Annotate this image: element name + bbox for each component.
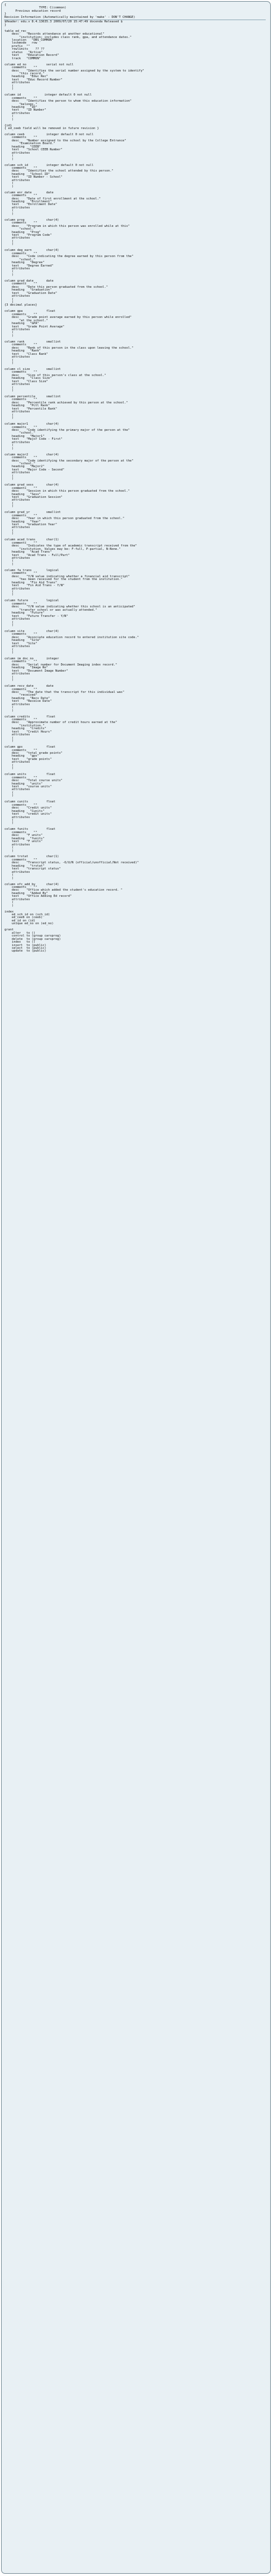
schema-line: desc "Transcript status, -O/U/N (official/unofficial/Not received)" xyxy=(4,861,139,865)
schema-line: desc "The date that the transcript for this individual was" xyxy=(4,690,125,694)
schema-line: ) xyxy=(4,904,14,907)
schema-line: text "Future Transfer - Y/N" xyxy=(4,614,68,618)
schema-line: heading "Major1" xyxy=(4,434,45,438)
schema-line: heading "Credits" xyxy=(4,727,46,731)
schema-line: ) xyxy=(4,157,14,161)
schema-line: comments "" xyxy=(4,633,37,636)
schema-line: insert to (public) xyxy=(4,943,46,947)
schema-line: ) xyxy=(4,334,14,338)
schema-line: column credits float xyxy=(4,715,55,719)
schema-line: text "Receive Date" xyxy=(4,700,52,704)
schema-line: unique ed_no on (ed_no) xyxy=(4,922,54,926)
schema-line: attributes xyxy=(4,788,30,792)
schema-line: ( xyxy=(4,620,14,624)
schema-line: heading "trstat" xyxy=(4,864,45,868)
schema-line: location "DBS_COMMON" xyxy=(4,38,54,42)
schema-line: "received" xyxy=(4,693,37,697)
schema-line: desc "Size of this person's class at the school." xyxy=(4,373,106,377)
schema-line: attributes xyxy=(4,587,30,591)
schema-line: desc "Code indicating the degree earned by this person from the" xyxy=(4,255,134,259)
schema-line: heading "Graduation" xyxy=(4,288,52,292)
schema-line: comments "" xyxy=(4,572,37,576)
schema-line: comments "" xyxy=(4,858,37,862)
schema-line: attributes xyxy=(4,178,30,182)
schema-line: update to (public) xyxy=(4,949,46,953)
schema-line: ( xyxy=(4,648,14,652)
schema-line: column site char(4) xyxy=(4,629,59,633)
schema-line: attributes xyxy=(4,111,30,115)
schema-line: text "grade points" xyxy=(4,757,52,761)
schema-line: comments "" xyxy=(4,398,37,402)
schema-line: column grad_sess char(4) xyxy=(4,483,59,487)
schema-line: lockmode row xyxy=(4,41,37,45)
schema-line: text "Class Size" xyxy=(4,379,48,383)
schema-line: desc "Records attendance at another educational" xyxy=(4,32,105,36)
schema-line: heading "units" xyxy=(4,782,43,786)
schema-line: heading "Degree" xyxy=(4,261,45,265)
schema-line: column fa_trans logical xyxy=(4,568,59,572)
schema-line: attributes xyxy=(4,815,30,819)
schema-line: ed_ceeb on (ceeb) xyxy=(4,916,43,920)
schema-line: text "Education Record" xyxy=(4,54,59,58)
schema-line: alter to () xyxy=(4,931,36,935)
schema-line: ( xyxy=(4,501,14,505)
schema-line: desc "Rank of this person in the class upon leaving the school." xyxy=(4,346,134,350)
schema-line: ) xyxy=(4,794,14,798)
schema-line: "Examination Board." xyxy=(4,142,55,146)
schema-line: index to () xyxy=(4,940,36,944)
schema-line: desc "Associate education record to entered institution site code." xyxy=(4,635,139,639)
schema-line: ( xyxy=(4,675,14,679)
schema-line: attributes xyxy=(4,843,30,847)
schema-line: desc "Grade point average earned by this person while enrolled" xyxy=(4,316,132,320)
schema-line: comments "" xyxy=(4,803,37,807)
schema-line: attributes xyxy=(4,383,30,387)
schema-line: ( xyxy=(4,115,14,118)
schema-line: Previous education record xyxy=(4,9,61,13)
schema-line: text "Degree Earned" xyxy=(4,264,54,268)
schema-line: column ofc_add_by char(4) xyxy=(4,882,59,886)
schema-line: ) xyxy=(4,87,14,91)
schema-line: "transfer school or was actually attended." xyxy=(4,608,97,612)
schema-line: text "ID Number - School" xyxy=(4,175,63,179)
schema-line: attributes xyxy=(4,617,30,621)
schema-line: column prog char(4) xyxy=(4,218,59,222)
schema-line: attributes xyxy=(4,761,30,764)
schema-line: attributes xyxy=(4,498,30,502)
schema-line: "school." xyxy=(4,462,36,465)
schema-line: desc "Y/N value indicating whether a financial aid transcript" xyxy=(4,574,130,578)
schema-line: comments "" xyxy=(4,830,37,834)
schema-line: ) xyxy=(4,821,14,825)
schema-line: heading "Pctl Rank" xyxy=(4,404,50,408)
schema-line: column gpa float xyxy=(4,310,55,313)
schema-line: heading "Prog" xyxy=(4,230,41,234)
schema-line: ) xyxy=(4,849,14,853)
schema-line: heading "Acad Trans" xyxy=(4,550,52,554)
schema-line: ) xyxy=(4,243,14,246)
schema-line: ) xyxy=(4,362,14,365)
schema-line: column units float xyxy=(4,773,55,777)
schema-line: comments "" xyxy=(4,660,37,664)
schema-line: heading "Rank" xyxy=(4,349,41,353)
schema-line: comments "" xyxy=(4,541,37,545)
schema-line: column acad_trans char(1) xyxy=(4,538,59,542)
schema-line: heading "Educ Rec" xyxy=(4,75,48,79)
schema-line: delete to (group carsprog) xyxy=(4,937,61,941)
schema-line: comments "" xyxy=(4,96,37,100)
schema-line: ( xyxy=(4,84,14,88)
schema-line: heading "ID" xyxy=(4,105,37,109)
schema-line: "institution; includes class rank, gpa, and attendance dates." xyxy=(4,35,132,39)
schema-line: ) xyxy=(4,678,14,682)
schema-line: desc "Office which added the student's education record. " xyxy=(4,888,123,892)
schema-line: attributes xyxy=(4,557,30,560)
schema-line: ) xyxy=(4,212,14,216)
schema-line: } xyxy=(4,23,7,27)
schema-line: {id} xyxy=(4,123,12,127)
schema-line: text "Fin Aid Trans - Y/N" xyxy=(4,584,65,588)
schema-line: text "Credit Hours" xyxy=(4,730,52,734)
schema-line: control to (group carsprog) xyxy=(4,934,61,938)
schema-line: desc "Identifies the serial number assigned by the system to identify" xyxy=(4,69,144,73)
schema-line: $Header: edu.v 8.4.13635.3 2009/07/20 15:47:49 docenda Released $ xyxy=(4,20,123,24)
schema-line: comments "" xyxy=(4,885,37,889)
schema-line: column recv_date date xyxy=(4,685,54,688)
schema-line: column im_doc_no integer xyxy=(4,657,59,660)
schema-line: heading "CEEB" xyxy=(4,145,41,149)
schema-line: comments "" xyxy=(4,425,37,429)
schema-line: ) xyxy=(4,416,14,420)
schema-line: ( xyxy=(4,529,14,533)
schema-line: attributes xyxy=(4,526,30,530)
schema-line: ( xyxy=(4,239,14,243)
schema-line: heading "Site" xyxy=(4,639,41,643)
schema-line: comments "" xyxy=(4,66,37,70)
schema-line: ( xyxy=(4,154,14,158)
schema-line: attributes xyxy=(4,294,30,298)
schema-line: ( xyxy=(4,209,14,213)
schema-text-lines xyxy=(2,4,270,953)
schema-line: ( xyxy=(4,358,14,362)
schema-line: ( xyxy=(4,331,14,335)
schema-line: "belongs." xyxy=(4,102,37,106)
schema-line: comments "" xyxy=(4,221,37,225)
schema-line: ) xyxy=(4,300,14,304)
schema-line: heading "Future" xyxy=(4,611,45,615)
schema-line: desc "Identifies the school attended by this person." xyxy=(4,169,114,173)
schema-line: "institution. Values may be: F-full, P-partial, N-None." xyxy=(4,547,121,551)
schema-line: ( xyxy=(4,873,14,877)
schema-line: comments "" xyxy=(4,602,37,606)
schema-line: column funits float xyxy=(4,828,55,831)
schema-line: ) xyxy=(4,505,14,508)
schema-line: column enr_date date xyxy=(4,191,54,194)
schema-line: desc "Approximate number of credit hours earned at the" xyxy=(4,721,117,725)
schema-line: heading "Enrollment" xyxy=(4,200,52,203)
schema-line: text "Major Code - Second" xyxy=(4,468,65,472)
schema-line: desc "Date of first enrollment at the school." xyxy=(4,197,101,201)
schema-line: comments "" xyxy=(4,282,37,286)
schema-line: attributes xyxy=(4,733,30,737)
schema-line: ) xyxy=(4,184,14,188)
schema-line: text "Class Rank" xyxy=(4,352,48,356)
schema-line: desc "F units" xyxy=(4,834,43,838)
schema-line: attributes xyxy=(4,267,30,270)
schema-line: text "Graduation Year" xyxy=(4,523,58,527)
schema-line: text "transcript status" xyxy=(4,867,61,871)
schema-line: column deg_earn char(4) xyxy=(4,249,59,253)
schema-line: ) xyxy=(4,709,14,712)
schema-line: ) xyxy=(4,593,14,597)
schema-line: ) xyxy=(4,446,14,450)
schema-line: desc "Year in which this person graduated from the school." xyxy=(4,517,125,521)
schema-line: comments "" xyxy=(4,251,37,255)
schema-line: ( xyxy=(4,559,14,563)
schema-line: heading "Added By" xyxy=(4,891,48,895)
schema-line: comments "" xyxy=(4,136,37,140)
schema-line: desc "Y/N value indicating whether this school is an anticipated" xyxy=(4,605,135,609)
schema-line: ) xyxy=(4,651,14,655)
schema-line: heading "GPA" xyxy=(4,322,39,326)
schema-line: heading "gps" xyxy=(4,754,39,758)
schema-line: text "Document Image Number" xyxy=(4,669,68,673)
schema-line: attributes xyxy=(4,410,30,414)
schema-line: ) xyxy=(4,273,14,277)
schema-line: heading "School ID" xyxy=(4,172,50,176)
schema-line: comments "" xyxy=(4,748,37,752)
schema-line: ( xyxy=(4,763,14,767)
schema-line: text "ID Number" xyxy=(4,108,46,112)
schema-line: grant xyxy=(4,928,14,932)
schema-line: heading "Image No" xyxy=(4,666,48,670)
schema-line: ( xyxy=(4,590,14,593)
schema-line: comments "" xyxy=(4,194,37,198)
schema-line: ) xyxy=(4,739,14,743)
schema-line: desc "Code identifying the primary major of the person at the" xyxy=(4,428,130,432)
schema-line: column sch_id integer default 0 not null xyxy=(4,163,94,167)
schema-line: ( xyxy=(4,818,14,822)
schema-line: heading "Cunits" xyxy=(4,809,45,813)
schema-line: Revision Information (Automatically maintained by 'make' - DON'T CHANGE) xyxy=(4,15,135,19)
schema-line: ( xyxy=(4,901,14,905)
schema-line: } xyxy=(4,12,7,16)
schema-line: "at the school." xyxy=(4,319,48,322)
schema-line: attributes xyxy=(4,672,30,676)
schema-line: ( xyxy=(4,706,14,710)
schema-line: column major1 char(4) xyxy=(4,422,59,426)
schema-line: "school." xyxy=(4,258,36,262)
schema-line: comments "" xyxy=(4,486,37,490)
schema-line: text "Graduation Date" xyxy=(4,291,58,295)
schema-line: heading "Major2" xyxy=(4,465,45,469)
schema-document xyxy=(1,1,271,2574)
schema-line: heading "funits" xyxy=(4,837,45,840)
schema-line: { xyxy=(4,3,7,7)
schema-line: status "Active" xyxy=(4,50,43,54)
schema-line: track "COMMON" xyxy=(4,56,41,60)
schema-line: comments "" xyxy=(4,370,37,374)
schema-line: ) xyxy=(4,623,14,627)
schema-line: "school." xyxy=(4,431,36,435)
schema-line: text "Graduation Session" xyxy=(4,495,63,499)
schema-line: "has been received for the student from the institution." xyxy=(4,578,123,582)
schema-line: comments "" xyxy=(4,514,37,517)
schema-line: index xyxy=(4,910,14,914)
schema-line: column grad_date date xyxy=(4,279,54,283)
schema-line: rowlimits ?? ?? xyxy=(4,47,45,51)
schema-line: heading "Class Size" xyxy=(4,377,52,381)
schema-line: ( xyxy=(4,270,14,274)
schema-line: text "Educ Record Number" xyxy=(4,78,63,82)
schema-line: ) xyxy=(4,767,14,771)
schema-line: ( xyxy=(4,736,14,740)
schema-line: text "Grade Point Average" xyxy=(4,325,65,329)
schema-line: desc "Number assigned to the school by the College Entrance" xyxy=(4,139,126,142)
schema-line: text "Percentile Rank" xyxy=(4,407,58,411)
schema-line: heading "Recv Date" xyxy=(4,696,50,700)
schema-line: comments "" xyxy=(4,312,37,316)
schema-line: desc "Code identifying the secondary major of the person at the" xyxy=(4,459,134,463)
schema-line: ( xyxy=(4,846,14,850)
schema-line: attributes xyxy=(4,151,30,155)
schema-line: text "Major Code - First" xyxy=(4,438,63,441)
schema-line: "institution." xyxy=(4,724,45,728)
schema-line: column grad_yr smallint xyxy=(4,511,61,515)
schema-line: text "F units" xyxy=(4,840,43,844)
schema-line: comments "" xyxy=(4,718,37,722)
schema-line: attributes xyxy=(4,328,30,332)
schema-line: attributes xyxy=(4,702,30,706)
schema-line: text "Site" xyxy=(4,641,37,645)
schema-line: ) xyxy=(4,477,14,481)
schema-line: attributes xyxy=(4,645,30,649)
schema-line: column future logical xyxy=(4,599,59,603)
schema-line: desc "total grade points" xyxy=(4,752,63,755)
schema-line: column ceeb integer default 0 not null xyxy=(4,133,94,137)
schema-line: attributes xyxy=(4,897,30,901)
schema-line: ed_id on (id) xyxy=(4,919,36,923)
schema-line: attributes xyxy=(4,355,30,359)
schema-line: heading "Sess" xyxy=(4,492,41,496)
schema-line: attributes xyxy=(4,81,30,85)
schema-line: ) xyxy=(4,532,14,536)
schema-line: desc "Total course units" xyxy=(4,779,63,783)
schema-line: ed_sch_id on (sch_id) xyxy=(4,913,50,917)
schema-line: desc "Percentile rank achieved by this person at the school." xyxy=(4,401,128,405)
schema-line: ( xyxy=(4,182,14,186)
schema-line: ) xyxy=(4,876,14,880)
schema-line: desc "Credit units" xyxy=(4,806,52,810)
schema-line: ( xyxy=(4,297,14,301)
schema-line: text "credit units" xyxy=(4,812,52,816)
schema-line: desc "Session in which this person graduated from the school." xyxy=(4,489,130,493)
schema-line: comments "" xyxy=(4,687,37,691)
schema-line: desc "Indicates the type of academic transcript received from the" xyxy=(4,544,137,548)
schema-line: ) xyxy=(4,117,14,121)
schema-line: ( xyxy=(4,386,14,389)
schema-line: attributes xyxy=(4,206,30,210)
schema-line: comments "" xyxy=(4,456,37,460)
schema-line: text "School CEEB Number" xyxy=(4,148,63,152)
schema-line: desc "Identifies the person to whom this education information" xyxy=(4,99,132,103)
schema-line: text "Program Code" xyxy=(4,233,52,237)
schema-line: ( xyxy=(4,474,14,478)
schema-line: comments "" xyxy=(4,776,37,780)
schema-line: column trstat char(1) xyxy=(4,855,59,859)
schema-line: ) xyxy=(4,562,14,566)
schema-line: attributes xyxy=(4,440,30,444)
schema-line: comments "" xyxy=(4,343,37,347)
schema-line: attributes xyxy=(4,471,30,475)
schema-line: ( xyxy=(4,444,14,448)
schema-line: comments "" xyxy=(4,167,37,170)
schema-line: text "Acad Trans - Full/Part" xyxy=(4,553,70,557)
schema-line: ( xyxy=(4,413,14,417)
schema-line: column rank smallint xyxy=(4,340,61,344)
schema-line: desc "Date this person graduated from the school." xyxy=(4,285,108,289)
schema-line: column ed_no serial not null xyxy=(4,63,74,66)
schema-line: column cl_size smallint xyxy=(4,367,61,371)
schema-line: attributes xyxy=(4,236,30,240)
schema-line: ( xyxy=(4,791,14,795)
schema-line: {3 decimal places} xyxy=(4,303,37,307)
schema-line: column percentile smallint xyxy=(4,395,61,398)
schema-line: column gps float xyxy=(4,745,55,749)
schema-line: heading "Year" xyxy=(4,520,41,524)
schema-line: heading "Fin Aid Trans" xyxy=(4,581,58,584)
schema-line: ) xyxy=(4,389,14,393)
schema-line: column major2 char(4) xyxy=(4,453,59,457)
schema-line: column id integer default 0 not null xyxy=(4,93,92,97)
schema-line: { ed_ceeb field will be removed in future revision } xyxy=(4,127,99,131)
schema-line: text "Office Adding Ed record" xyxy=(4,895,72,899)
schema-line: text "Enrollment Date" xyxy=(4,203,58,207)
schema-line: TYPE: C(common) xyxy=(4,6,67,10)
schema-line: text "course units" xyxy=(4,785,52,788)
schema-line: "this record." xyxy=(4,72,45,75)
schema-line: prefix "" xyxy=(4,44,30,48)
schema-line: desc "Serial number for Document Imaging index record." xyxy=(4,663,117,667)
schema-line: select to (public) xyxy=(4,947,46,950)
schema-line: desc "Program in which this person was enrolled while at this" xyxy=(4,224,130,228)
schema-line: table ed_rec xyxy=(4,29,26,33)
schema-line: attributes xyxy=(4,870,30,874)
schema-line: column cunits float xyxy=(4,800,55,804)
schema-line: "school." xyxy=(4,227,36,231)
